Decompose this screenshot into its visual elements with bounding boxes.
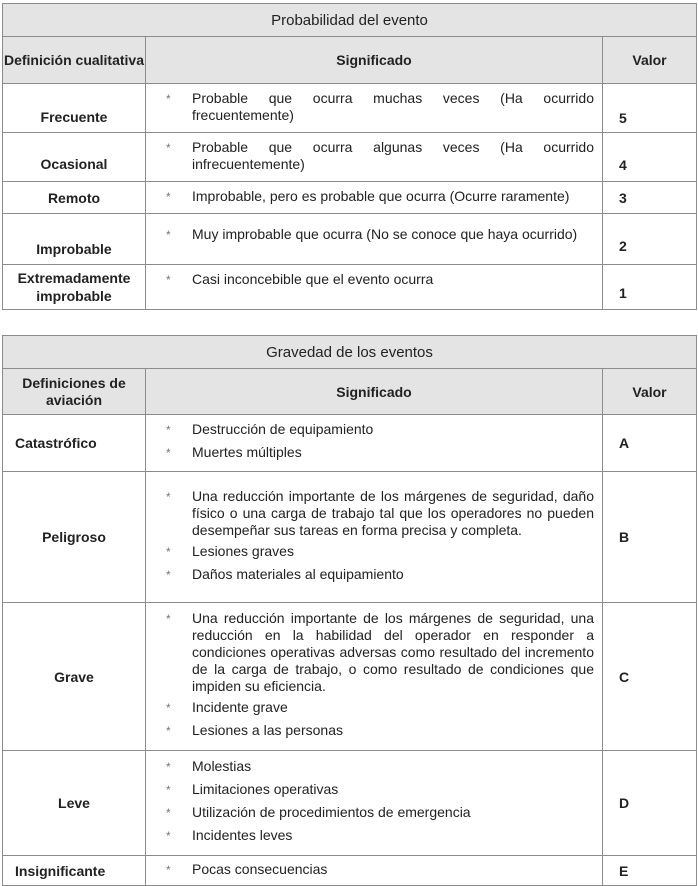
list-item: * Probable que ocurra algunas veces (Ha ocurrido infrecuentemente) bbox=[166, 139, 594, 172]
asterisk-bullet-icon: * bbox=[166, 141, 171, 155]
meaning-cell bbox=[146, 415, 603, 472]
list-item: * Incidentes leves bbox=[166, 827, 594, 846]
table-row bbox=[3, 84, 697, 133]
asterisk-bullet-icon: * bbox=[166, 273, 171, 287]
asterisk-bullet-icon: * bbox=[166, 829, 171, 843]
value-cell: C bbox=[603, 603, 697, 751]
meaning-cell bbox=[146, 214, 603, 265]
term-cell: Grave bbox=[3, 603, 146, 751]
asterisk-bullet-icon: * bbox=[166, 228, 171, 242]
asterisk-bullet-icon: * bbox=[166, 760, 171, 774]
list-item: * Probable que ocurra muchas veces (Ha ocurrido frecuentemente) bbox=[166, 90, 594, 123]
asterisk-bullet-icon: * bbox=[166, 489, 171, 504]
list-item: * Muertes múltiples bbox=[166, 444, 594, 463]
list-item: * Molestias bbox=[166, 758, 594, 777]
header-valor: Valor bbox=[603, 369, 697, 415]
term-cell: Improbable bbox=[3, 214, 146, 265]
meaning-cell bbox=[146, 84, 603, 133]
list-item: * Una reducción importante de los márgenes de seguridad, una reducción en la habilidad del operador en responder a condiciones operativas adversas como resultado del incremento de la carga de trabajo, o como resultado de condiciones que impiden su eficiencia. bbox=[166, 610, 594, 694]
asterisk-bullet-icon: * bbox=[166, 190, 171, 204]
value-cell: 1 bbox=[603, 265, 697, 310]
list-item: * Destrucción de equipamiento bbox=[166, 421, 594, 440]
table-row bbox=[3, 603, 697, 751]
asterisk-bullet-icon: * bbox=[166, 612, 171, 626]
table-row bbox=[3, 214, 697, 265]
meaning-cell bbox=[146, 265, 603, 310]
list-item: * Improbable, pero es probable que ocurra (Ocurre raramente) bbox=[166, 188, 594, 207]
term-cell: Leve bbox=[3, 751, 146, 856]
asterisk-bullet-icon: * bbox=[166, 423, 171, 437]
term-cell: Ocasional bbox=[3, 133, 146, 182]
table-row bbox=[3, 265, 697, 310]
header-definicion-cualitativa: Definición cualitativa bbox=[3, 37, 146, 84]
table-row bbox=[3, 182, 697, 214]
asterisk-bullet-icon: * bbox=[166, 724, 171, 738]
header-significado: Significado bbox=[146, 37, 603, 84]
meaning-cell bbox=[146, 182, 603, 214]
list-item: * Incidente grave bbox=[166, 699, 594, 718]
meaning-cell bbox=[146, 603, 603, 751]
table-row bbox=[3, 856, 697, 886]
asterisk-bullet-icon: * bbox=[166, 783, 171, 797]
term-cell: Extremadamente improbable bbox=[3, 265, 146, 310]
list-item: * Pocas consecuencias bbox=[166, 861, 594, 880]
list-item: * Muy improbable que ocurra (No se conoce que haya ocurrido) bbox=[166, 226, 594, 245]
term-cell: Peligroso bbox=[3, 472, 146, 603]
severity-table-title: Gravedad de los eventos bbox=[3, 336, 697, 369]
value-cell: 2 bbox=[603, 214, 697, 265]
list-item: * Daños materiales al equipamiento bbox=[166, 566, 594, 585]
asterisk-bullet-icon: * bbox=[166, 806, 171, 820]
asterisk-bullet-icon: * bbox=[166, 92, 171, 106]
value-cell: B bbox=[603, 472, 697, 603]
list-item: * Casi inconcebible que el evento ocurra bbox=[166, 271, 594, 290]
term-cell: Frecuente bbox=[3, 84, 146, 133]
asterisk-bullet-icon: * bbox=[166, 863, 171, 877]
severity-table bbox=[2, 335, 697, 886]
meaning-cell bbox=[146, 472, 603, 603]
value-cell: D bbox=[603, 751, 697, 856]
list-item: * Una reducción importante de los márgenes de seguridad, daño físico o una carga de trabajo tal que los operadores no pueden desempeñar sus tareas en forma precisa y completa. bbox=[166, 487, 594, 538]
value-cell: A bbox=[603, 415, 697, 472]
asterisk-bullet-icon: * bbox=[166, 567, 171, 582]
header-definiciones-aviacion: Definiciones de aviación bbox=[3, 369, 146, 415]
term-cell: Insignificante bbox=[3, 856, 146, 886]
list-item: * Utilización de procedimientos de emergencia bbox=[166, 804, 594, 823]
meaning-cell bbox=[146, 133, 603, 182]
value-cell: 3 bbox=[603, 182, 697, 214]
value-cell: 5 bbox=[603, 84, 697, 133]
header-significado: Significado bbox=[146, 369, 603, 415]
list-item: * Lesiones graves bbox=[166, 543, 594, 562]
table-row bbox=[3, 472, 697, 603]
table-row bbox=[3, 133, 697, 182]
asterisk-bullet-icon: * bbox=[166, 446, 171, 460]
probability-table-title: Probabilidad del evento bbox=[3, 4, 697, 37]
term-cell: Remoto bbox=[3, 182, 146, 214]
meaning-cell bbox=[146, 751, 603, 856]
value-cell: 4 bbox=[603, 133, 697, 182]
term-cell: Catastrófico bbox=[3, 415, 146, 472]
asterisk-bullet-icon: * bbox=[166, 701, 171, 715]
table-row bbox=[3, 751, 697, 856]
meaning-cell bbox=[146, 856, 603, 886]
list-item: * Limitaciones operativas bbox=[166, 781, 594, 800]
probability-table bbox=[2, 3, 697, 310]
asterisk-bullet-icon: * bbox=[166, 544, 171, 559]
value-cell: E bbox=[603, 856, 697, 886]
list-item: * Lesiones a las personas bbox=[166, 722, 594, 741]
table-row bbox=[3, 415, 697, 472]
header-valor: Valor bbox=[603, 37, 697, 84]
